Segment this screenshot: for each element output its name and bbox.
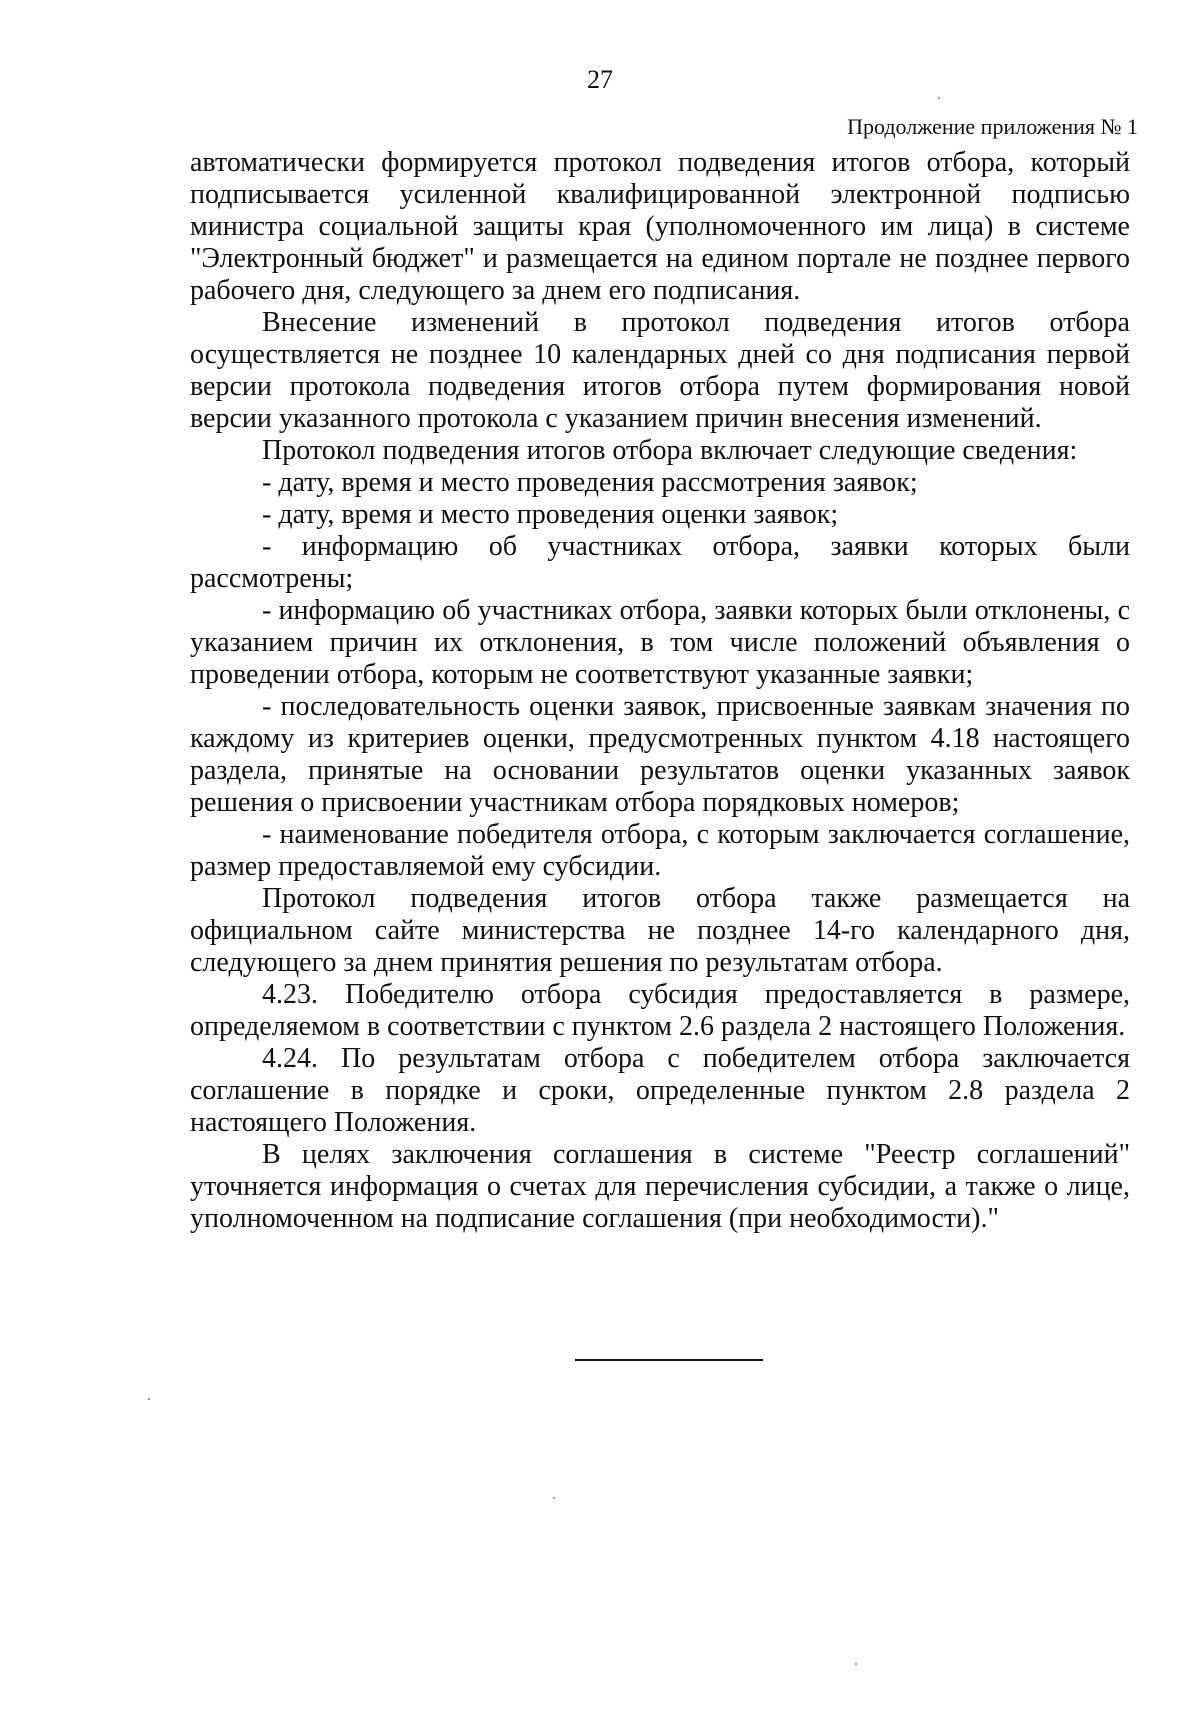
paragraph-protocol-publication: Протокол подведения итогов отбора также размещается на официальном сайте министерства не позднее 14-го календарного дня, следующего за днем принятия решения по результатам отбора. [190,883,1130,978]
paragraph-agreement-registry: В целях заключения соглашения в системе "Реестр соглашений" уточняется информация о счетах для перечисления субсидии, а также о лице, уполномоченном на подписание соглашения (при необходимости)." [190,1139,1130,1234]
document-body [190,147,1130,1235]
clause-4-24: 4.24. По результатам отбора с победителем отбора заключается соглашение в порядке и сроки, определенные пунктом 2.8 раздела 2 настоящего Положения. [190,1043,1130,1138]
page-number: 27 [587,65,613,94]
list-item-evaluation-date: - дату, время и место проведения оценки заявок; [262,499,839,530]
scan-speck [855,1663,857,1665]
paragraph-protocol-formation: автоматически формируется протокол подведения итогов отбора, который подписывается усиленной квалифицированной электронной подписью министра социальной защиты края (уполномоченного им лица) в системе "Электронный бюджет" и размещается на едином портале не позднее первого рабочего дня, следующего за днем его подписания. [190,147,1130,306]
scan-speck [938,97,940,99]
list-item-review-date: - дату, время и место проведения рассмотрения заявок; [262,467,918,498]
paragraph-protocol-changes: Внесение изменений в протокол подведения итогов отбора осуществляется не позднее 10 календарных дней со дня подписания первой версии протокола подведения итогов отбора путем формирования новой версии указанного протокола с указанием причин внесения изменений. [190,307,1130,434]
list-item-reviewed-participants: - информацию об участниках отбора, заявки которых были рассмотрены; [190,531,1130,594]
scan-speck [553,1497,555,1499]
list-item-winner-name: - наименование победителя отбора, с которым заключается соглашение, размер предоставляемой ему субсидии. [190,819,1130,882]
clause-4-23: 4.23. Победителю отбора субсидия предоставляется в размере, определяемом в соответствии с пунктом 2.6 раздела 2 настоящего Положения. [190,979,1130,1042]
scan-speck [148,1398,150,1400]
end-of-text-rule [575,1359,763,1361]
continuation-header: Продолжение приложения № 1 [847,114,1138,139]
list-item-evaluation-sequence: - последовательность оценки заявок, присвоенные заявкам значения по каждому из критериев оценки, предусмотренных пунктом 4.18 настоящего раздела, принятые на основании результатов оценки указанных заявок решения о присвоении участникам отбора порядковых номеров; [190,691,1130,818]
list-item-rejected-participants: - информацию об участниках отбора, заявки которых были отклонены, с указанием причин их отклонения, в том числе положений объявления о проведении отбора, которым не соответствуют указанные заявки; [190,595,1130,690]
paragraph-protocol-contents-intro: Протокол подведения итогов отбора включает следующие сведения: [262,435,1078,466]
